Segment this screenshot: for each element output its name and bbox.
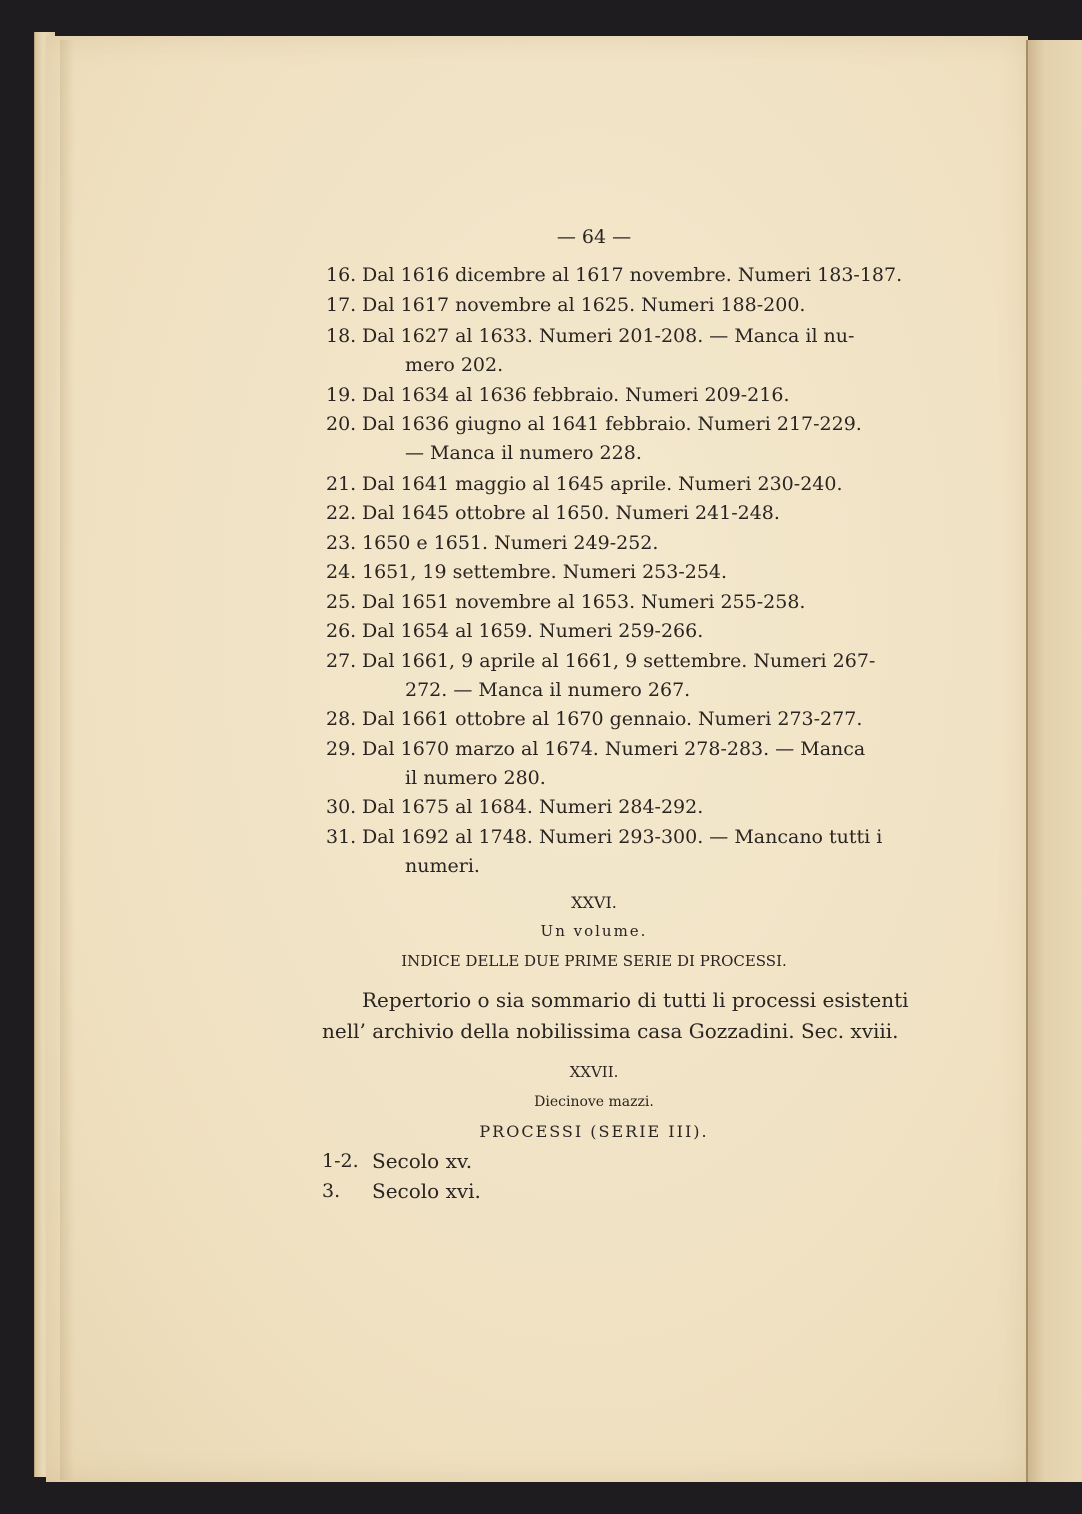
entry-number: 23. (326, 532, 357, 554)
item-number: 3. (322, 1180, 341, 1202)
section-numeral: XXVII. (569, 1063, 619, 1081)
entry-text: Dal 1670 marzo al 1674. Numeri 278-283. — Manca (362, 738, 866, 760)
entry-number: 20. (326, 413, 357, 435)
entry-number: 31. (326, 826, 357, 848)
entry-number: 24. (326, 561, 357, 583)
entry-text: Dal 1661, 9 aprile al 1661, 9 settembre. Numeri 267- (362, 650, 876, 672)
entry-text: Dal 1636 giugno al 1641 febbraio. Numeri 217-229. (362, 413, 862, 435)
item-number: 1-2. (322, 1150, 359, 1172)
entry-number: 27. (326, 650, 357, 672)
section-numeral: XXVI. (571, 893, 617, 912)
entry-text: Dal 1651 novembre al 1653. Numeri 255-258. (362, 591, 806, 613)
entry-number: 29. (326, 738, 357, 760)
entry-text: Dal 1617 novembre al 1625. Numeri 188-200. (362, 294, 806, 316)
section-heading: INDICE DELLE DUE PRIME SERIE DI PROCESSI. (401, 952, 787, 970)
entry-text: Dal 1692 al 1748. Numeri 293-300. — Mancano tutti i (362, 826, 883, 848)
entry-number: 16. (326, 264, 357, 286)
entry-text: Dal 1654 al 1659. Numeri 259-266. (362, 620, 704, 642)
entry-text-continued: mero 202. (405, 354, 504, 376)
item-text: Secolo xvi. (372, 1179, 481, 1203)
entry-number: 19. (326, 384, 357, 406)
paragraph-line: Repertorio o sia sommario di tutti li processi esistenti (362, 988, 909, 1012)
entry-number: 22. (326, 502, 357, 524)
section-subtitle: Un volume. (540, 922, 648, 940)
scan-background (34, 1482, 1082, 1514)
entry-text-continued: 272. — Manca il numero 267. (405, 679, 691, 701)
entry-number: 28. (326, 708, 357, 730)
entry-text: Dal 1645 ottobre al 1650. Numeri 241-248. (362, 502, 780, 524)
entry-number: 17. (326, 294, 357, 316)
item-text: Secolo xv. (372, 1149, 473, 1173)
paragraph-line: nell’ archivio della nobilissima casa Gozzadini. Sec. xviii. (322, 1019, 899, 1043)
page-number: — 64 — (556, 226, 632, 248)
page-gutter-shadow (60, 40, 74, 1480)
entry-text: Dal 1661 ottobre al 1670 gennaio. Numeri 273-277. (362, 708, 863, 730)
next-page-edge (1026, 40, 1082, 1482)
entry-text: Dal 1616 dicembre al 1617 novembre. Numeri 183-187. (362, 264, 903, 286)
entry-number: 21. (326, 473, 357, 495)
entry-text: Dal 1641 maggio al 1645 aprile. Numeri 230-240. (362, 473, 843, 495)
entry-number: 26. (326, 620, 357, 642)
entry-text-continued: numeri. (405, 855, 480, 877)
entry-text: 1651, 19 settembre. Numeri 253-254. (362, 561, 728, 583)
entry-text-continued: il numero 280. (405, 767, 546, 789)
entry-text: 1650 e 1651. Numeri 249-252. (362, 532, 659, 554)
entry-number: 18. (326, 325, 357, 347)
entry-text: Dal 1634 al 1636 febbraio. Numeri 209-216. (362, 384, 790, 406)
entry-number: 30. (326, 796, 357, 818)
section-heading: PROCESSI (SERIE III). (479, 1122, 709, 1141)
entry-text: Dal 1627 al 1633. Numeri 201-208. — Manca il nu- (362, 325, 855, 347)
section-subtitle: Diecinove mazzi. (534, 1094, 654, 1110)
entry-number: 25. (326, 591, 357, 613)
entry-text-continued: — Manca il numero 228. (405, 442, 642, 464)
entry-text: Dal 1675 al 1684. Numeri 284-292. (362, 796, 704, 818)
